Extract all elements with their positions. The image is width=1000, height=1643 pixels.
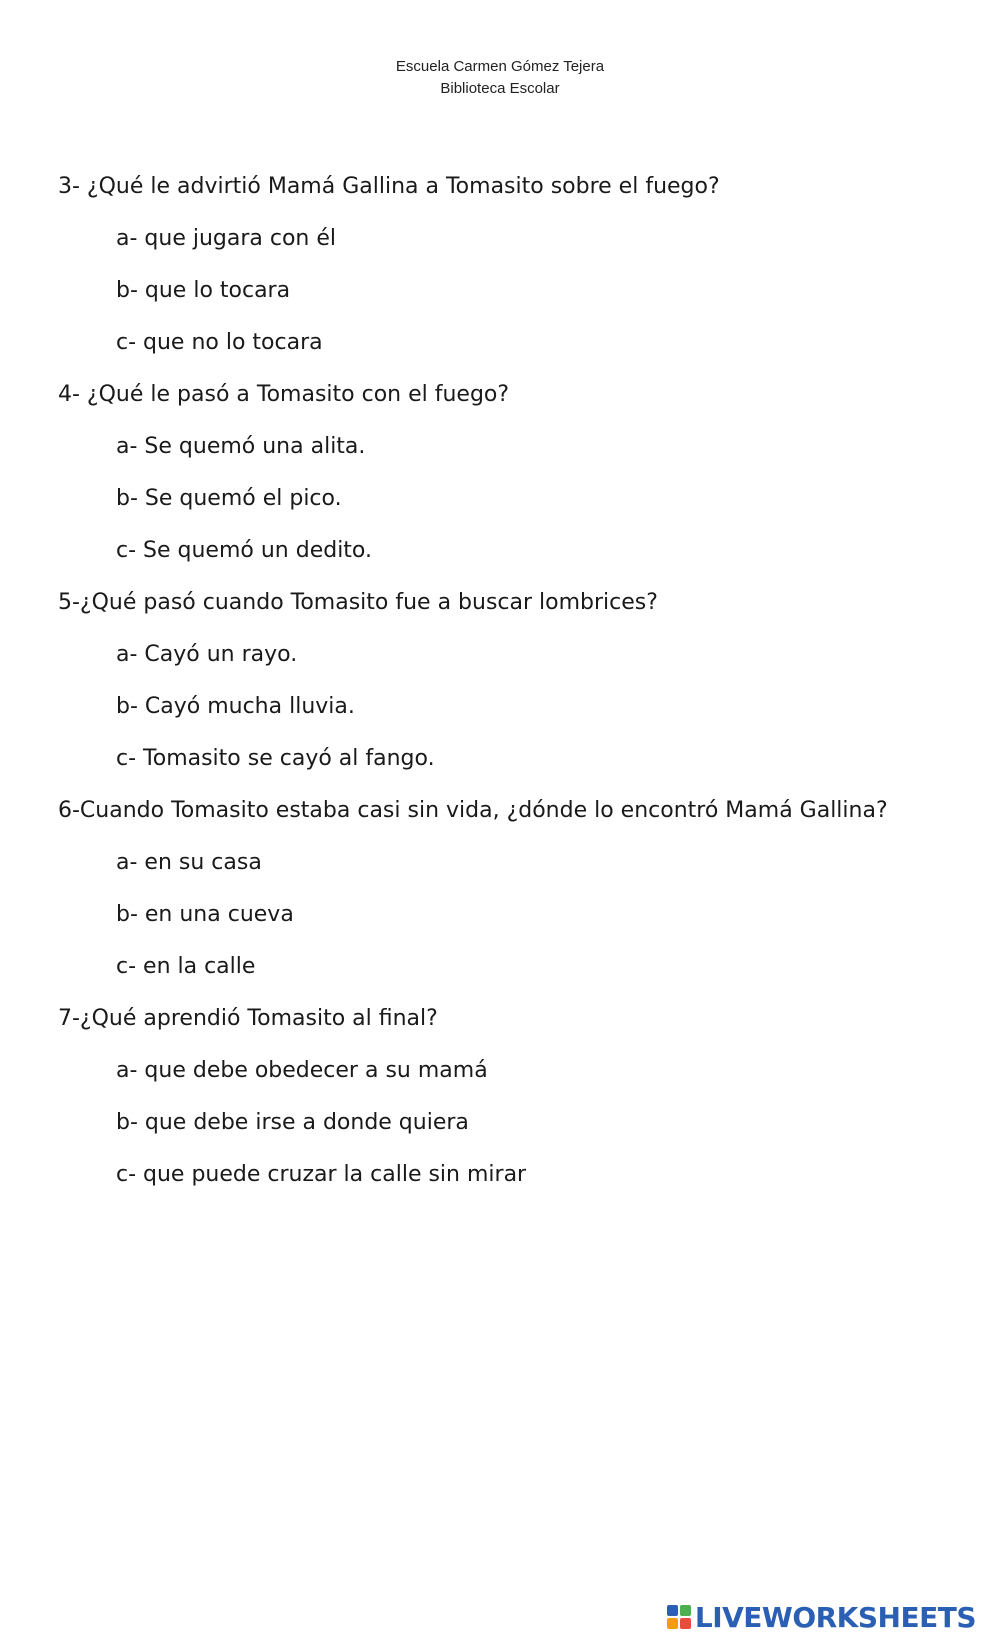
- question-text: 5-¿Qué pasó cuando Tomasito fue a buscar lombrices?: [58, 590, 658, 615]
- library-name: Biblioteca Escolar: [440, 80, 560, 97]
- answer-option: a- Se quemó una alita.: [116, 434, 366, 459]
- logo-square-red: [680, 1618, 691, 1629]
- answer-option: a- Cayó un rayo.: [116, 642, 298, 667]
- school-name: Escuela Carmen Gómez Tejera: [395, 58, 605, 75]
- answer-option: b- que debe irse a donde quiera: [116, 1110, 469, 1135]
- answer-option: c- que puede cruzar la calle sin mirar: [116, 1162, 527, 1187]
- answer-option: a- que debe obedecer a su mamá: [116, 1058, 488, 1083]
- logo-text: LIVEWORKSHEETS: [694, 1600, 976, 1634]
- answer-option: b- Cayó mucha lluvia.: [116, 694, 355, 719]
- question-block: [58, 798, 978, 980]
- question-block: [58, 1006, 978, 1188]
- logo-square-orange: [667, 1618, 678, 1629]
- answer-option: c- Tomasito se cayó al fango.: [116, 746, 435, 771]
- question-text: 7-¿Qué aprendió Tomasito al final?: [58, 1006, 438, 1031]
- document-header: [0, 56, 1000, 100]
- question-block: [58, 174, 978, 356]
- question-block: [58, 382, 978, 564]
- question-text: 4- ¿Qué le pasó a Tomasito con el fuego?: [58, 382, 510, 407]
- question-list: [58, 174, 978, 1214]
- answer-option: b- Se quemó el pico.: [116, 486, 342, 511]
- answer-option: b- en una cueva: [116, 902, 294, 927]
- liveworksheets-logo-icon: [667, 1605, 691, 1629]
- answer-option: c- en la calle: [116, 954, 256, 979]
- question-block: [58, 590, 978, 772]
- question-text: 3- ¿Qué le advirtió Mamá Gallina a Tomasito sobre el fuego?: [58, 174, 720, 199]
- answer-option: b- que lo tocara: [116, 278, 291, 303]
- answer-option: a- en su casa: [116, 850, 262, 875]
- answer-option: a- que jugara con él: [116, 226, 337, 251]
- answer-option: c- Se quemó un dedito.: [116, 538, 372, 563]
- question-text: 6-Cuando Tomasito estaba casi sin vida, ¿dónde lo encontró Mamá Gallina?: [58, 798, 888, 823]
- logo-square-blue: [667, 1605, 678, 1616]
- liveworksheets-logo: [667, 1601, 976, 1633]
- logo-square-green: [680, 1605, 691, 1616]
- answer-option: c- que no lo tocara: [116, 330, 323, 355]
